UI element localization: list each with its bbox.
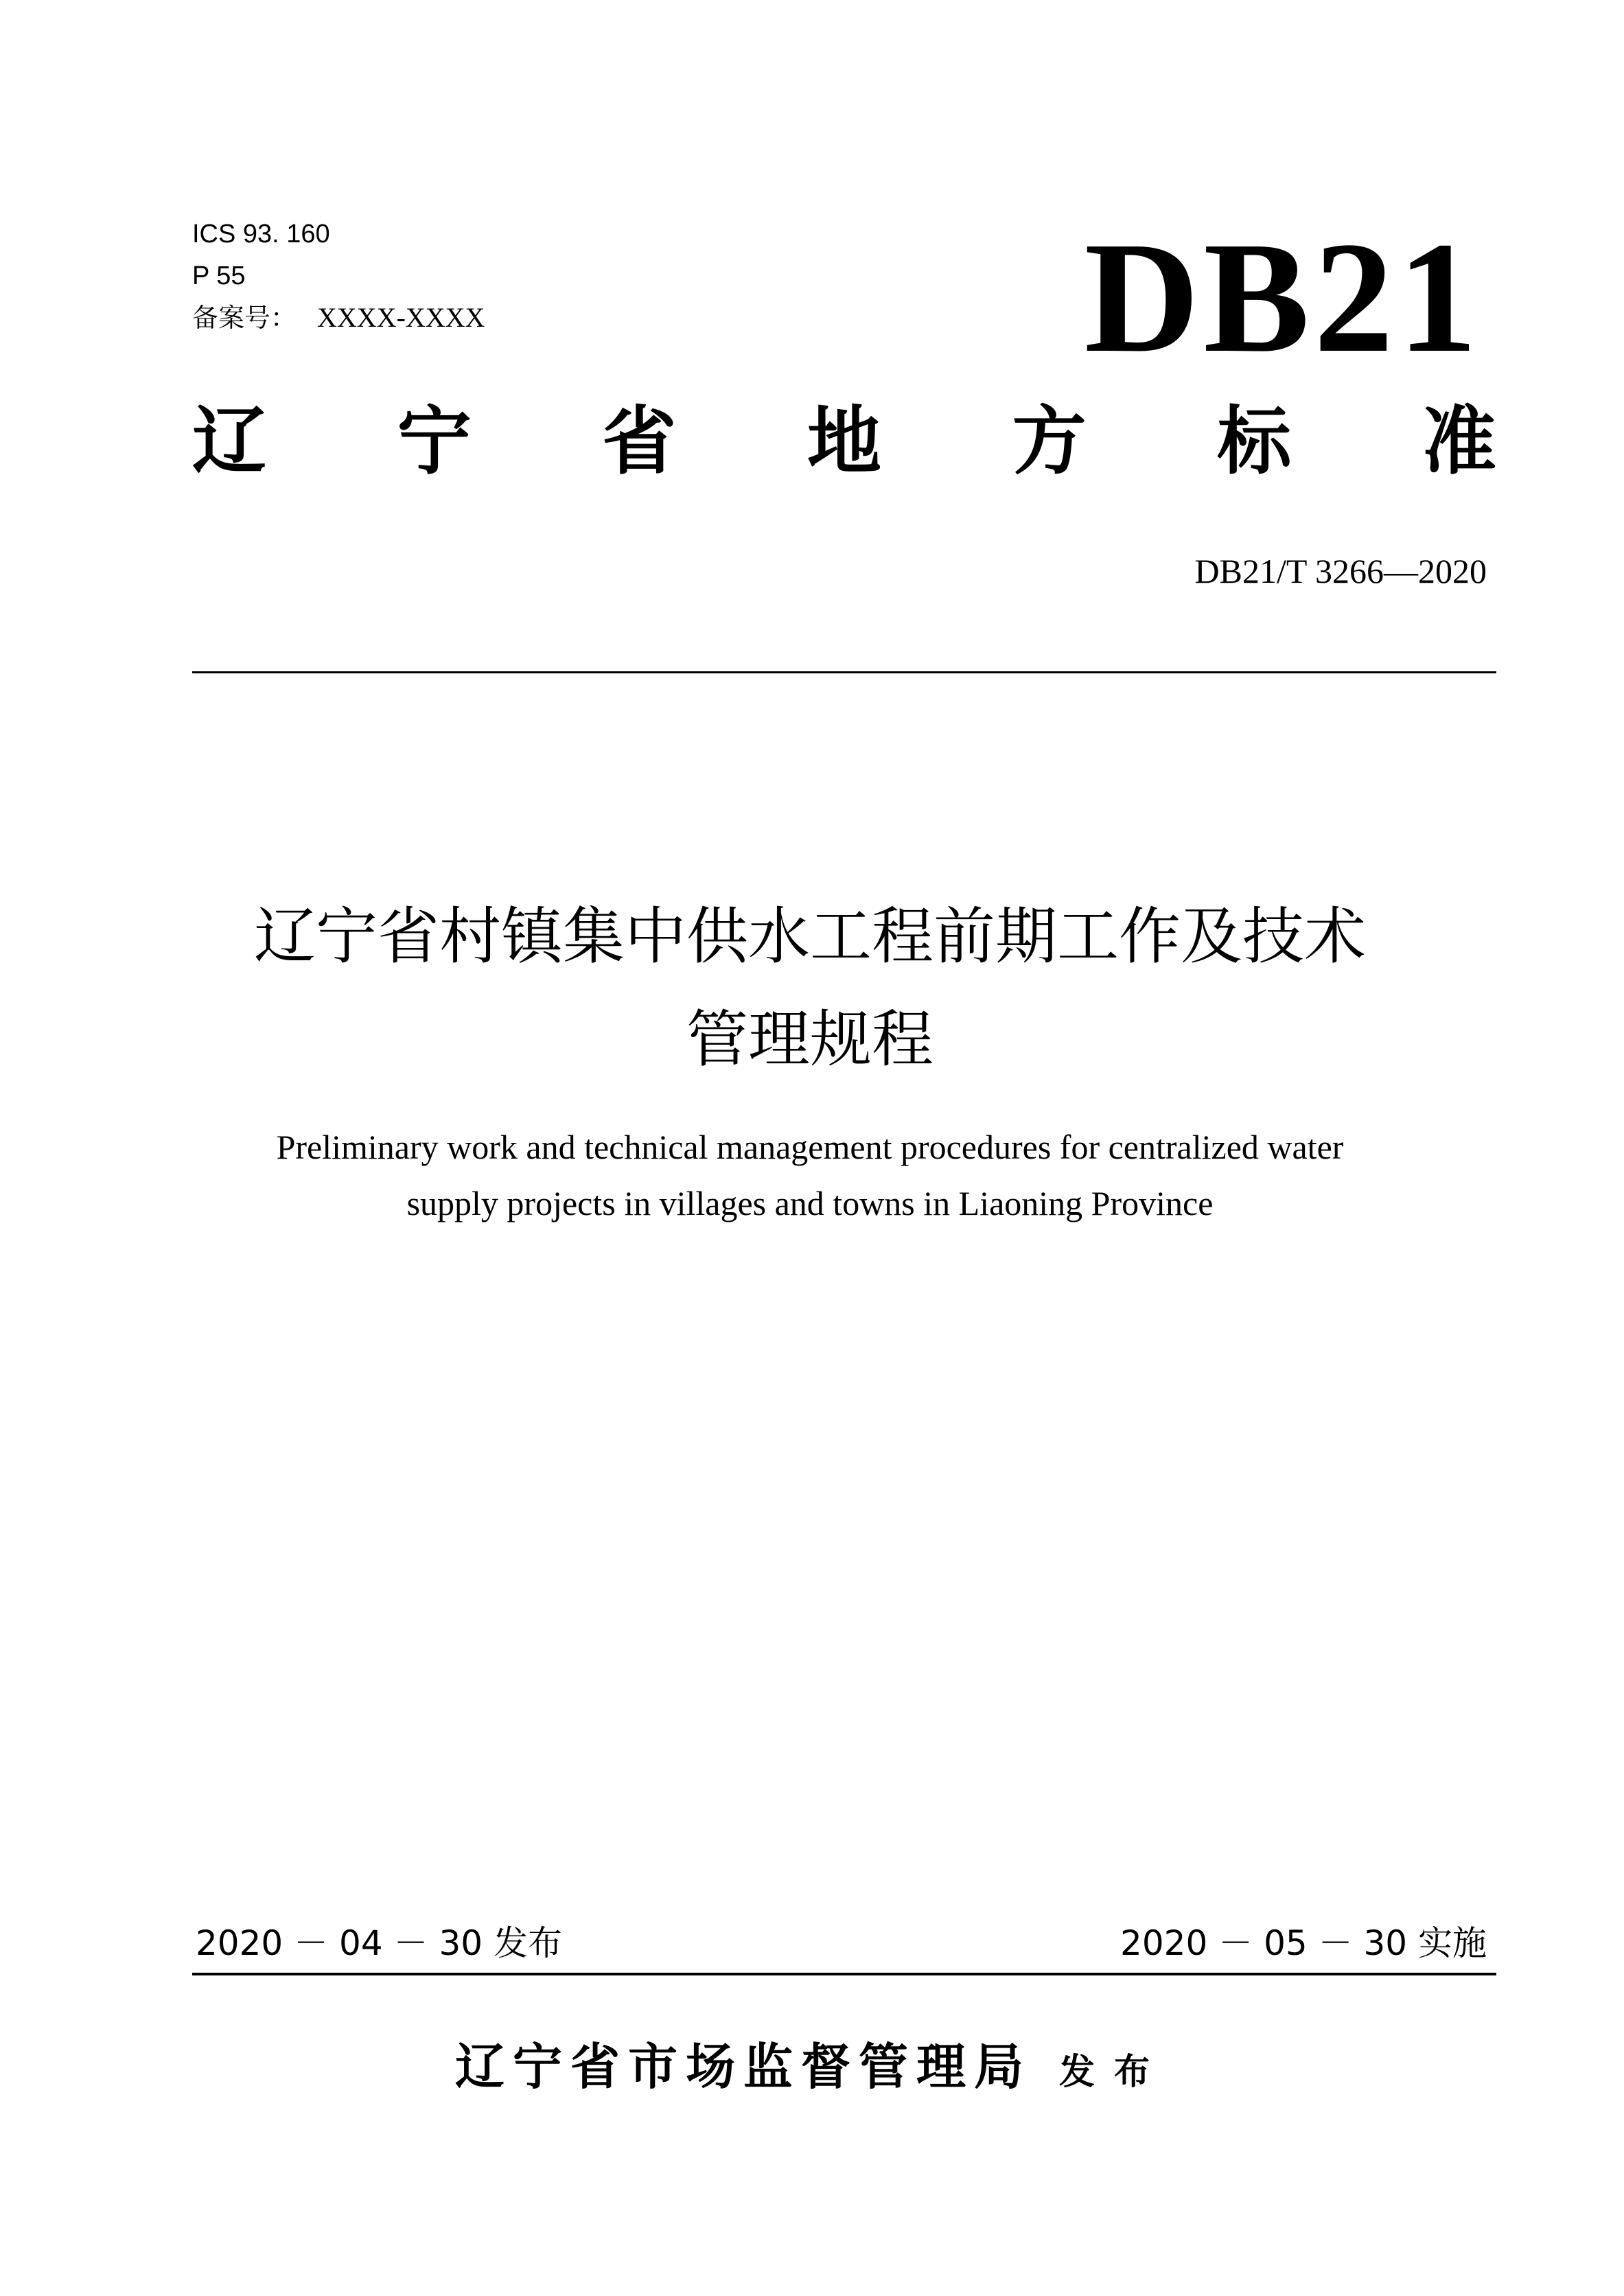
record-label: 备案号： xyxy=(192,303,297,333)
standard-type-char: 准 xyxy=(1422,399,1496,485)
chinese-title xyxy=(158,885,1462,1091)
header-divider xyxy=(192,671,1496,673)
standard-type-char: 辽 xyxy=(192,399,267,485)
implementation-date: 2020 － 05 － 30 实施 xyxy=(1120,1923,1487,1963)
publisher-name: 辽宁省市场监督管理局 xyxy=(454,2038,1032,2096)
standard-number: DB21/T 3266—2020 xyxy=(1194,552,1487,590)
standard-type-char: 地 xyxy=(807,399,881,485)
publisher-action: 发布 xyxy=(1059,2052,1170,2093)
standard-type-char: 省 xyxy=(602,399,677,485)
footer-divider xyxy=(192,1973,1496,1975)
english-title xyxy=(158,1119,1462,1231)
english-title-line-1: Preliminary work and technical management procedures for centralized water xyxy=(276,1128,1344,1166)
standard-type-char: 方 xyxy=(1012,399,1087,485)
standard-type-heading xyxy=(192,399,1496,485)
record-number xyxy=(192,304,485,332)
db-logo: DB21 xyxy=(1084,209,1481,386)
english-title-line-2: supply projects in villages and towns in Liaoning Province xyxy=(406,1184,1214,1222)
standard-type-char: 标 xyxy=(1217,399,1292,485)
ics-code: ICS 93. 160 xyxy=(192,220,330,248)
publish-date: 2020 － 04 － 30 发布 xyxy=(196,1923,562,1963)
chinese-title-line-2: 管理规程 xyxy=(686,1004,933,1076)
record-value: XXXX-XXXX xyxy=(317,302,485,333)
publisher-line xyxy=(0,2038,1624,2096)
classification-code: P 55 xyxy=(192,262,246,290)
standard-type-char: 宁 xyxy=(397,399,472,485)
chinese-title-line-1: 辽宁省村镇集中供水工程前期工作及技术 xyxy=(254,901,1366,973)
